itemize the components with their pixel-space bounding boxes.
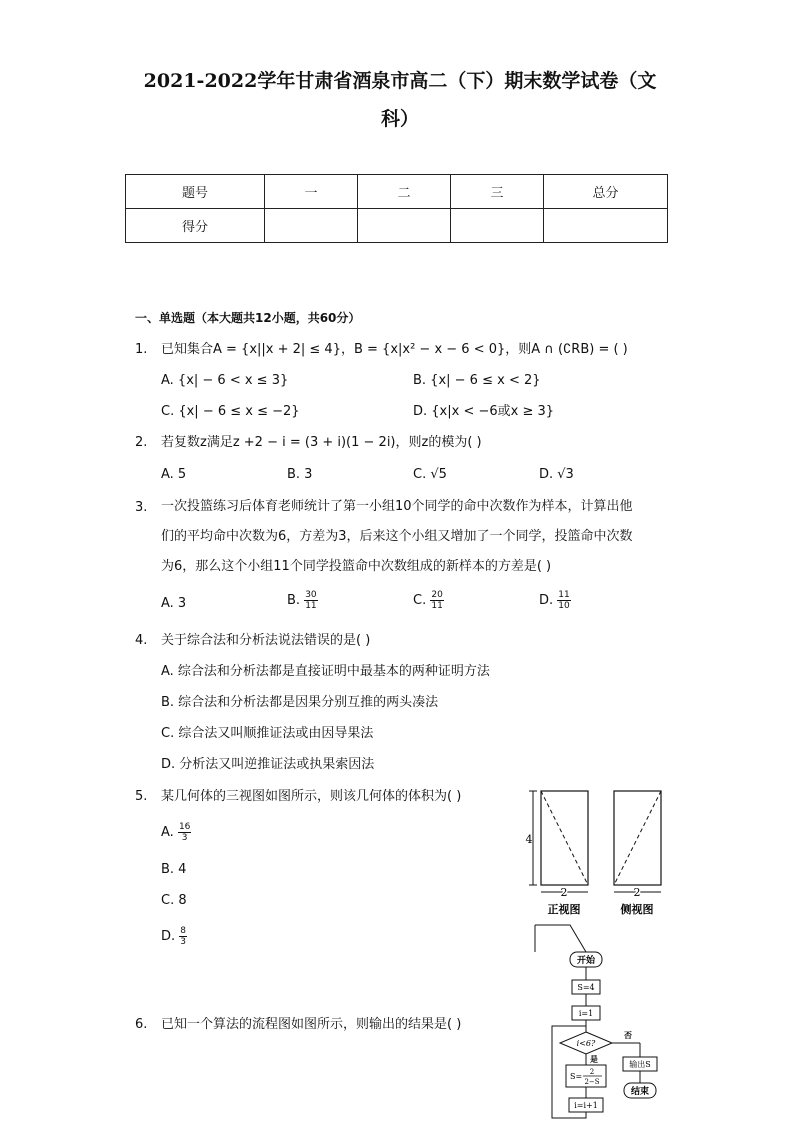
start-label: 开始 <box>576 956 596 966</box>
question-number: 4. <box>135 633 148 648</box>
width-dim-label: 2 <box>560 886 568 899</box>
option: C. {x| − 6 ≤ x ≤ −2} <box>161 404 300 419</box>
question-text: 已知集合A = {x||x + 2| ≤ 4}，B = {x|x² − x − 6 < 0}，则A ∩ (∁RB) = ( ) <box>161 342 628 357</box>
question-text: 某几何体的三视图如图所示，则该几何体的体积为( ) <box>161 789 462 804</box>
fraction <box>304 590 317 611</box>
option-label: A. <box>161 825 174 840</box>
numerator: 16 <box>178 822 191 832</box>
score-header-cell: 一 <box>265 175 358 209</box>
score-header-cell: 二 <box>358 175 451 209</box>
front-view-dashed-line <box>541 791 588 885</box>
score-table <box>125 174 668 243</box>
option-label: C. <box>413 593 427 608</box>
height-dim-label: 4 <box>525 833 533 846</box>
option-label: B. <box>287 593 301 608</box>
option: D. {x|x < −6或x ≥ 3} <box>413 404 555 419</box>
score-empty-cell <box>544 209 668 243</box>
question-line: 为6，那么这个小组11个同学投篮命中次数组成的新样本的方差是( ) <box>161 559 552 574</box>
option: C. 8 <box>161 893 187 908</box>
option: A. 5 <box>161 467 187 482</box>
page-title <box>120 62 680 138</box>
question-number: 6. <box>135 1017 148 1032</box>
output-label: 输出S <box>629 1060 651 1069</box>
end-label: 结束 <box>630 1087 650 1097</box>
width-dim-label: 2 <box>633 886 641 899</box>
condition-label: i<6? <box>576 1039 596 1048</box>
denominator: 10 <box>558 601 570 611</box>
option: D. 分析法又叫逆推证法或执果索因法 <box>161 757 375 772</box>
denominator: 11 <box>431 601 443 611</box>
score-empty-cell <box>451 209 544 243</box>
option: D. √3 <box>539 467 574 482</box>
question-number: 2. <box>135 435 148 450</box>
fraction <box>178 822 191 843</box>
option <box>287 590 318 611</box>
front-view-label: 正视图 <box>547 903 581 916</box>
question-line: 一次投篮练习后体育老师统计了第一小组10个同学的命中次数作为样本，计算出他 <box>161 499 633 514</box>
increment-label: i=i+1 <box>574 1101 598 1110</box>
side-view-label: 侧视图 <box>620 903 654 916</box>
option: A. {x| − 6 < x ≤ 3} <box>161 373 289 388</box>
side-view-dashed-line <box>614 791 661 885</box>
score-header-cell: 总分 <box>544 175 668 209</box>
numerator: 8 <box>180 926 187 936</box>
option <box>161 822 191 843</box>
question-line: 们的平均命中次数为6，方差为3，后来这个小组又增加了一个同学，投篮命中次数 <box>161 529 633 544</box>
title-line-2: 科） <box>380 108 419 130</box>
assign-numerator: 2 <box>589 1068 595 1076</box>
question-text: 关于综合法和分析法说法错误的是( ) <box>161 633 371 648</box>
option <box>413 590 444 611</box>
assign-denominator: 2−S <box>584 1078 600 1086</box>
denominator: 3 <box>180 937 187 947</box>
three-view-figure <box>520 786 700 921</box>
score-row-label: 得分 <box>126 209 265 243</box>
option: C. √5 <box>413 467 447 482</box>
fraction <box>557 590 570 611</box>
section-heading: 一、单选题（本大题共12小题，共60分） <box>135 311 361 325</box>
flowchart <box>530 922 680 1123</box>
question-number: 5. <box>135 789 148 804</box>
i-init-label: i=1 <box>578 1009 594 1018</box>
question-text: 已知一个算法的流程图如图所示，则输出的结果是( ) <box>161 1017 462 1032</box>
question-number: 1. <box>135 342 148 357</box>
title-line-1: 2021-2022学年甘肃省酒泉市高二（下）期末数学试卷（文 <box>143 70 657 92</box>
numerator: 20 <box>431 590 443 600</box>
fraction <box>179 926 187 947</box>
score-header-cell: 三 <box>451 175 544 209</box>
option: C. 综合法又叫顺推证法或由因导果法 <box>161 726 374 741</box>
score-empty-cell <box>358 209 451 243</box>
option: B. 3 <box>287 467 313 482</box>
option <box>161 926 187 947</box>
option: A. 3 <box>161 596 187 611</box>
score-header-cell: 题号 <box>126 175 265 209</box>
denominator: 3 <box>181 833 188 843</box>
flow-bracket <box>535 925 586 952</box>
score-empty-cell <box>265 209 358 243</box>
option: B. 综合法和分析法都是因果分别互推的两头凑法 <box>161 695 439 710</box>
assign-lhs: S= <box>570 1072 583 1081</box>
question-number: 3. <box>135 500 148 515</box>
numerator: 11 <box>558 590 570 600</box>
denominator: 11 <box>305 601 317 611</box>
option-label: D. <box>539 593 554 608</box>
option: B. {x| − 6 ≤ x < 2} <box>413 373 541 388</box>
option: A. 综合法和分析法都是直接证明中最基本的两种证明方法 <box>161 664 490 679</box>
option-label: D. <box>161 929 176 944</box>
no-label: 否 <box>624 1030 632 1040</box>
fraction <box>430 590 443 611</box>
question-text: 若复数z满足z +2 − i = (3 + i)(1 − 2i)，则z的模为( ) <box>161 435 482 450</box>
numerator: 30 <box>305 590 317 600</box>
option <box>539 590 571 611</box>
option: B. 4 <box>161 862 187 877</box>
s-init-label: S=4 <box>577 983 595 992</box>
yes-label: 是 <box>590 1054 598 1064</box>
